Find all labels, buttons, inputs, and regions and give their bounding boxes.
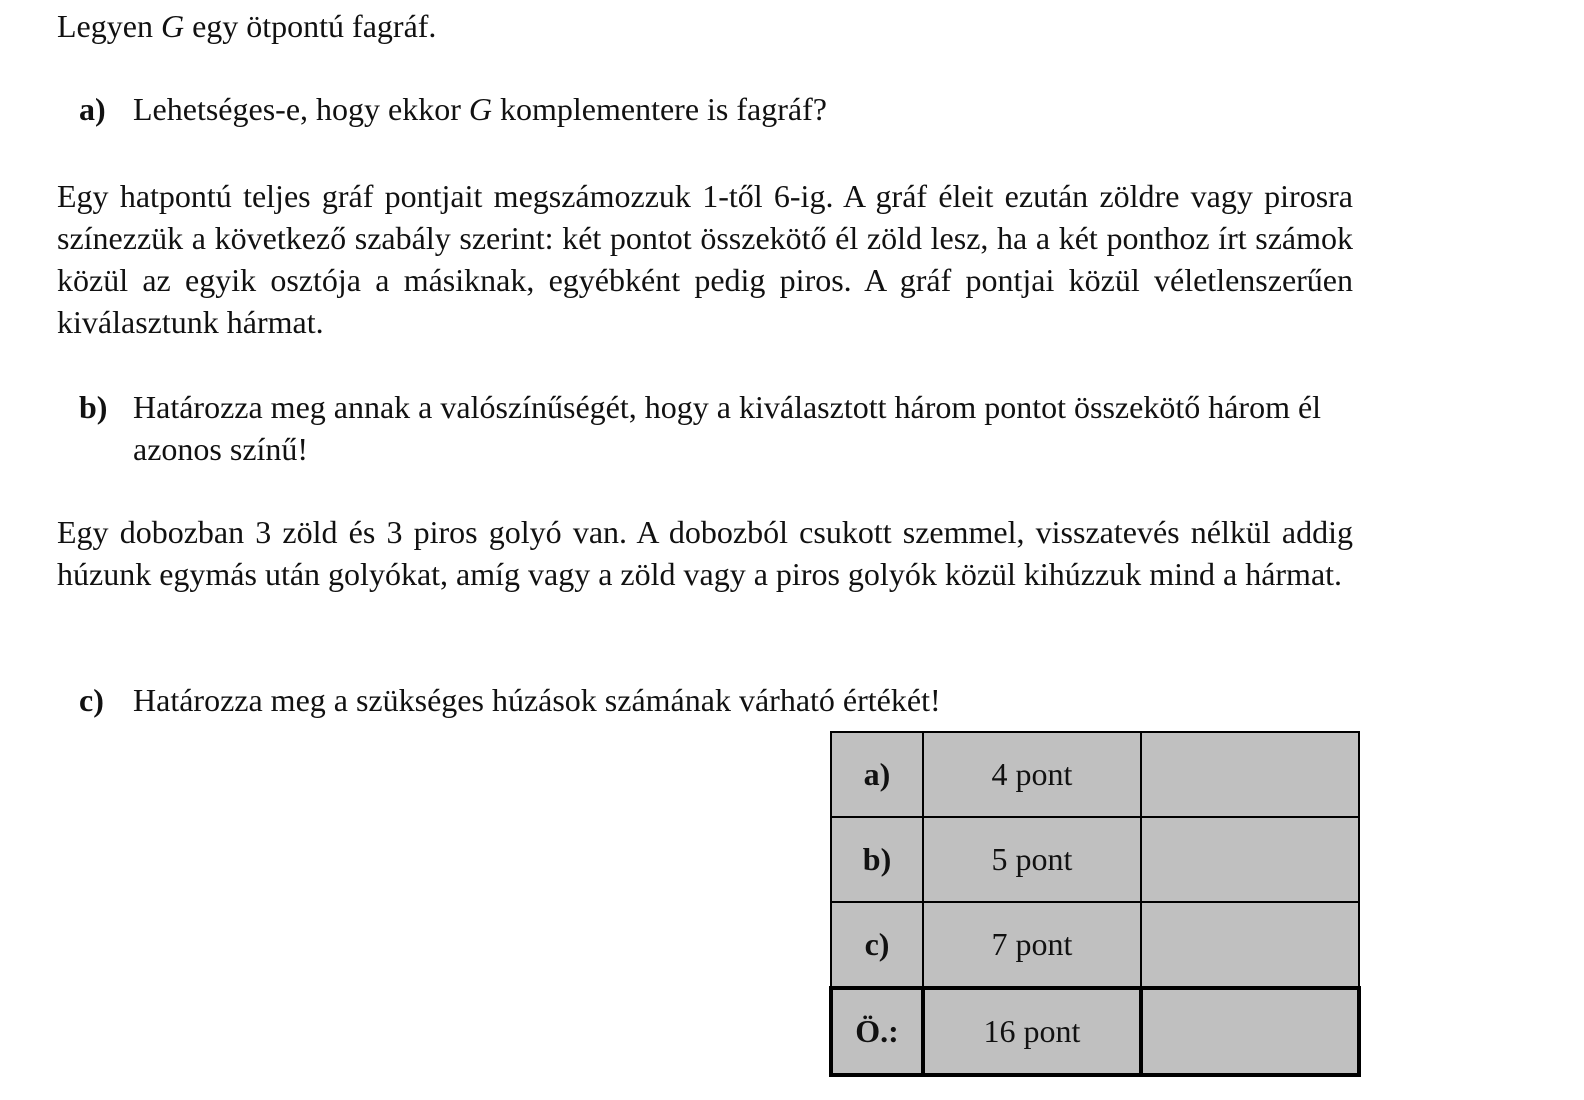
- score-label-b: b): [831, 817, 923, 902]
- score-label-c: c): [831, 902, 923, 988]
- question-b-text: Határozza meg annak a valószínűségét, hogy a kiválasztott három pontot összekötő három él azonos színű!: [133, 389, 1322, 467]
- intro-text-end: egy ötpontú fagráf.: [184, 8, 437, 44]
- question-a: [79, 88, 1359, 130]
- paragraph-b: Egy hatpontú teljes gráf pontjait megszámozzuk 1-től 6-ig. A gráf éleit ezután zöldre vagy pirosra színezzük a következő szabály szerint: két pontot összekötő él zöld lesz, ha a két ponthoz írt számok közül az egyik osztója a másiknak, egyébként pedig piros. A gráf pontjai közül véletlenszerűen kiválasztunk hármat.: [57, 178, 1353, 340]
- intro-text-start: Legyen: [57, 8, 161, 44]
- score-label-a: a): [831, 732, 923, 817]
- score-row-a: [831, 732, 1359, 817]
- question-c-text: Határozza meg a szükséges húzások számának várható értékét!: [133, 682, 941, 718]
- score-row-c: [831, 902, 1359, 988]
- question-a-letter: a): [79, 91, 106, 127]
- score-points-b: 5 pont: [923, 817, 1141, 902]
- question-b: [79, 386, 1359, 470]
- question-c: [79, 679, 1359, 721]
- question-a-variable: G: [468, 91, 492, 127]
- question-b-letter: b): [79, 389, 108, 425]
- score-row-b: [831, 817, 1359, 902]
- question-a-text-start: Lehetséges-e, hogy ekkor: [133, 91, 469, 127]
- score-blank-total: [1141, 988, 1359, 1075]
- score-blank-c: [1141, 902, 1359, 988]
- score-points-c: 7 pont: [923, 902, 1141, 988]
- score-points-total: 16 pont: [923, 988, 1141, 1075]
- score-blank-a: [1141, 732, 1359, 817]
- score-label-total: Ö.:: [831, 988, 923, 1075]
- paragraph-c: Egy dobozban 3 zöld és 3 piros golyó van. A dobozból csukott szemmel, visszatevés nélkül addig húzunk egymás után golyókat, amíg vagy a zöld vagy a piros golyók közül kihúzzuk mind a hármat.: [57, 514, 1353, 592]
- question-a-text: [133, 88, 1359, 130]
- score-row-total: [831, 988, 1359, 1075]
- score-points-a: 4 pont: [923, 732, 1141, 817]
- intro-paragraph: [57, 5, 1353, 47]
- score-blank-b: [1141, 817, 1359, 902]
- intro-variable: G: [160, 8, 185, 44]
- question-c-letter: c): [79, 682, 104, 718]
- score-table: [829, 731, 1361, 1077]
- question-a-text-end: komplementere is fagráf?: [491, 91, 827, 127]
